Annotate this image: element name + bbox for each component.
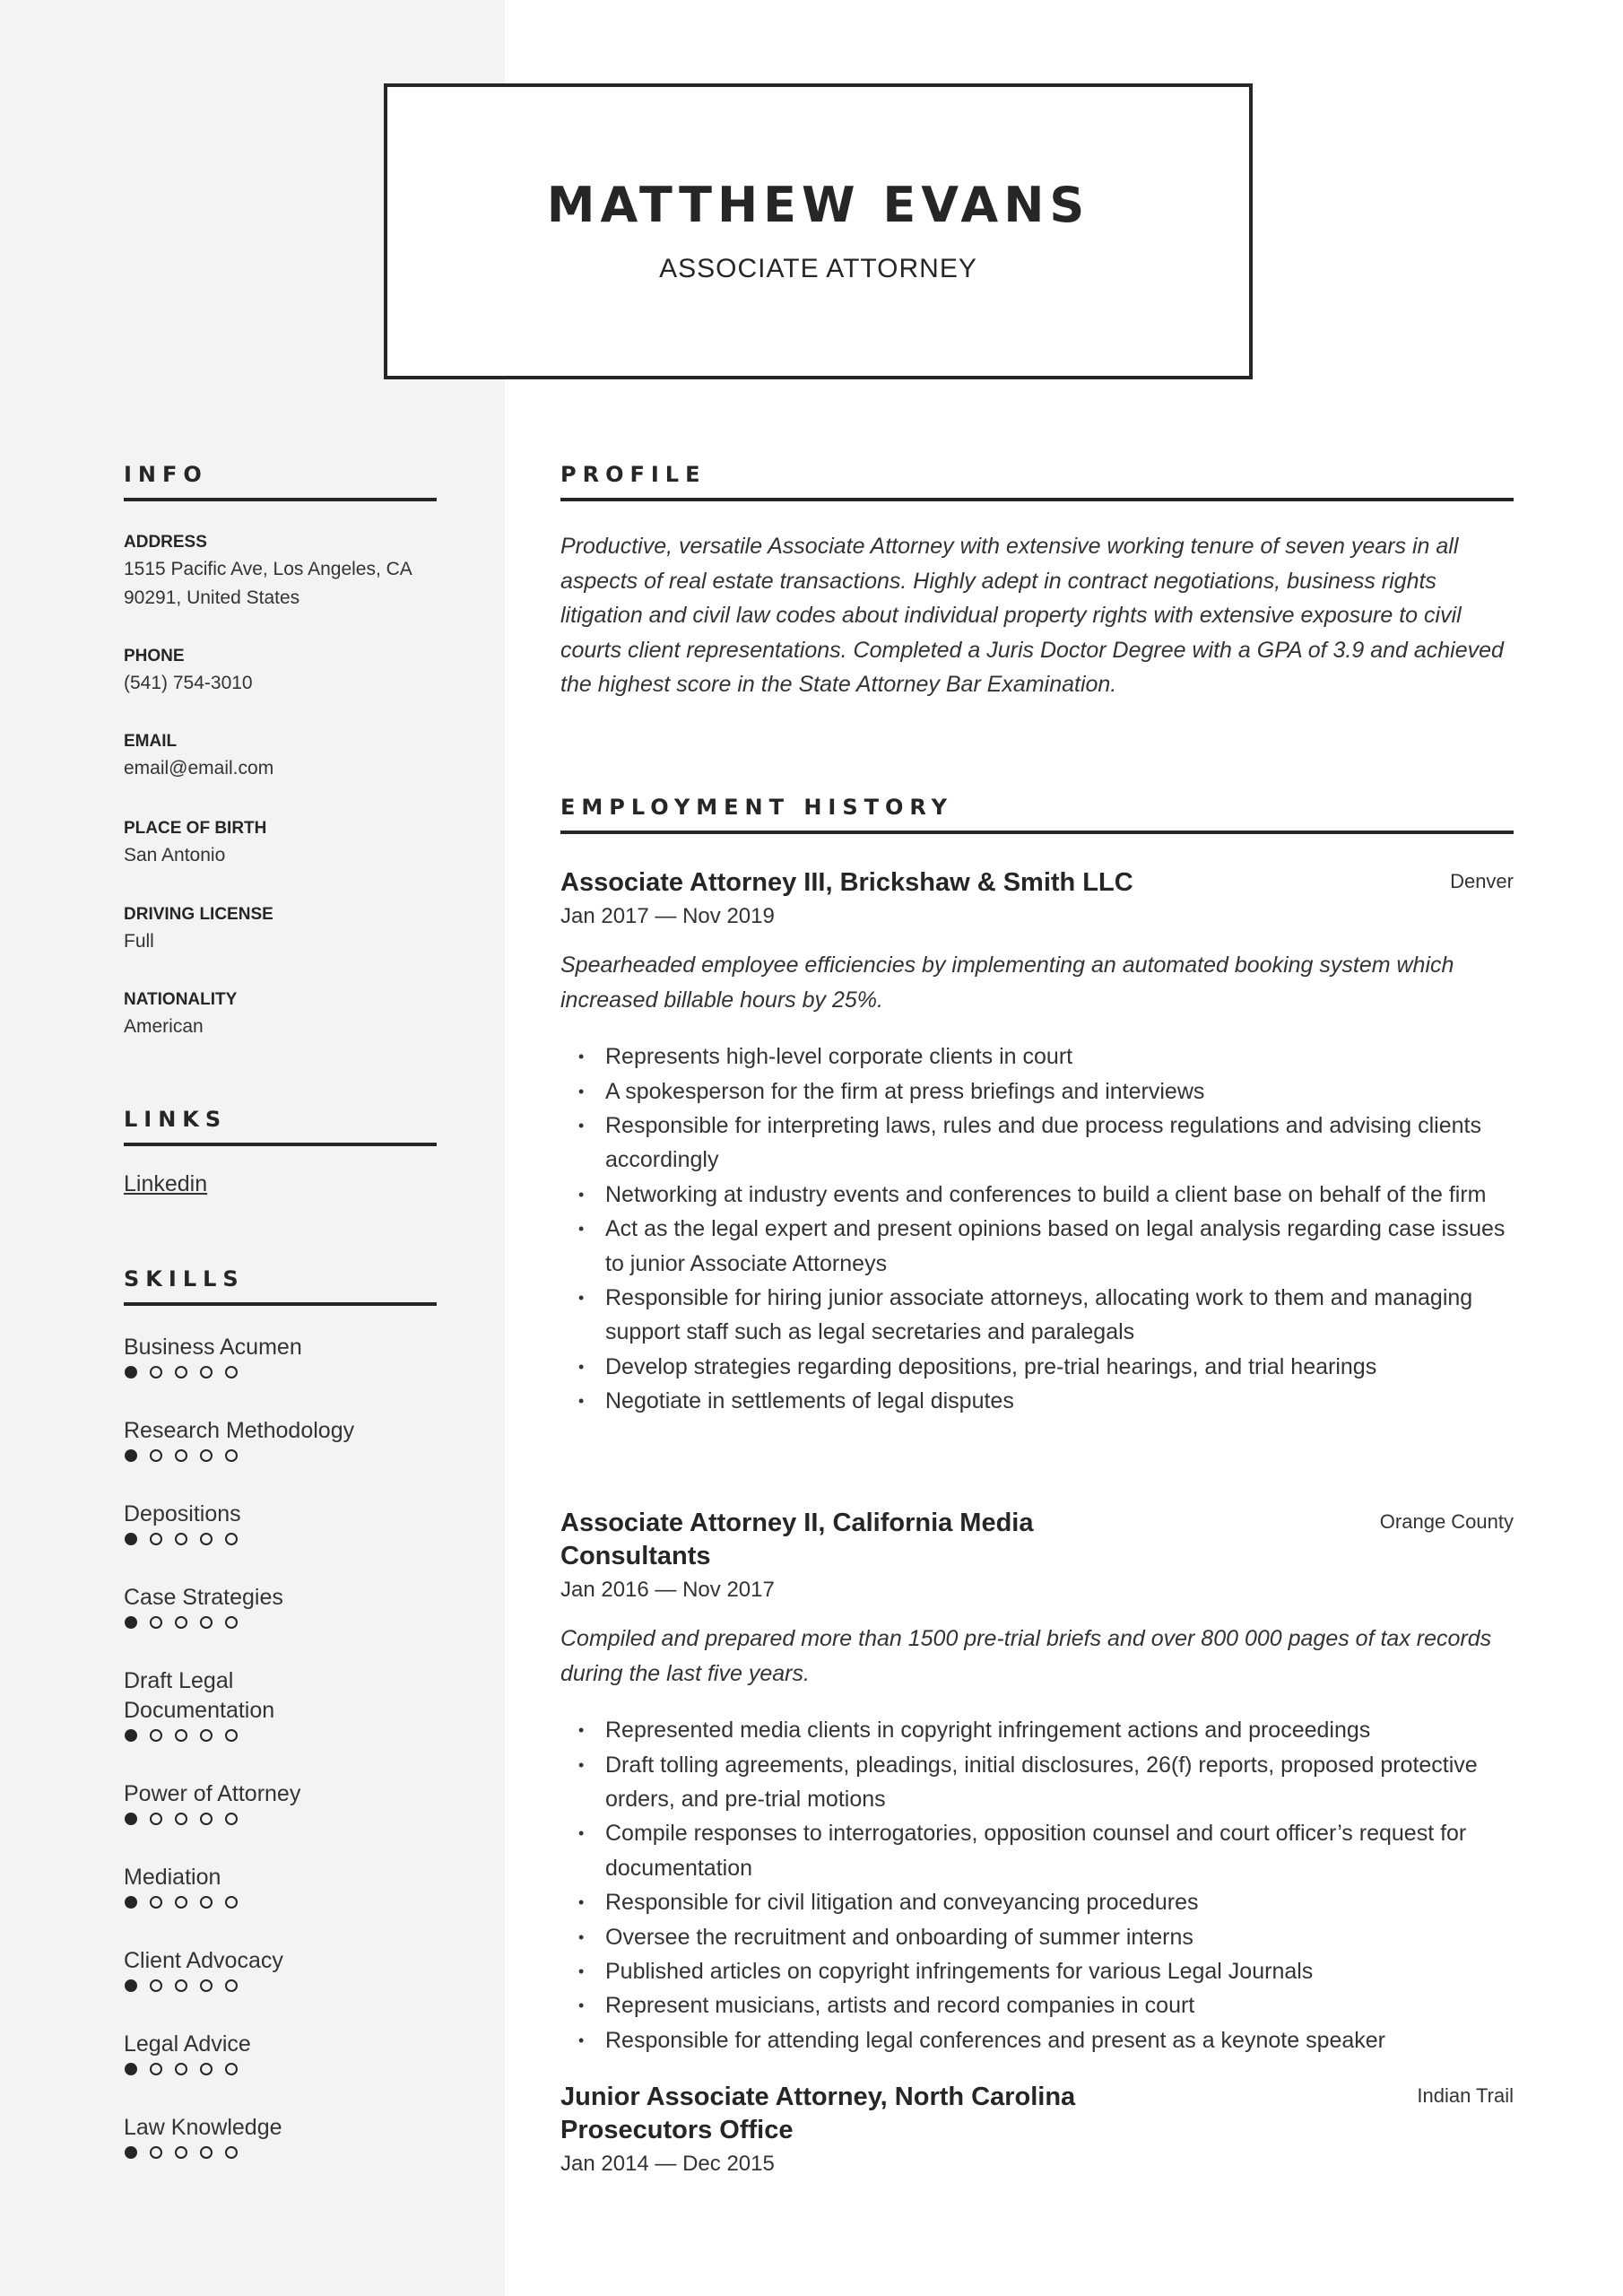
- info-item: [124, 816, 437, 870]
- job-bullets: [560, 1039, 1514, 1418]
- rating-dot-filled-icon: [125, 1896, 137, 1909]
- info-value: email@email.com: [124, 758, 274, 778]
- rating-dot-empty-icon: [200, 1896, 213, 1909]
- rating-dot-filled-icon: [125, 1813, 137, 1825]
- rating-dot-empty-icon: [175, 1366, 187, 1378]
- rating-dot-empty-icon: [225, 1813, 238, 1825]
- rating-dot-empty-icon: [225, 2063, 238, 2075]
- skill-rating: [125, 1613, 437, 1632]
- info-value: American: [124, 1016, 204, 1037]
- skills-list: [124, 1333, 437, 2196]
- rating-dot-empty-icon: [200, 1729, 213, 1742]
- rating-dot-empty-icon: [150, 1896, 162, 1909]
- rating-dot-empty-icon: [175, 1533, 187, 1545]
- job-title: Associate Attorney III, Brickshaw & Smith LLC: [560, 868, 1133, 897]
- rating-dot-empty-icon: [225, 1979, 238, 1992]
- skill-name: Depositions: [124, 1501, 241, 1526]
- job-summary: Compiled and prepared more than 1500 pre-trial briefs and over 800 000 pages of tax records during the last five years.: [560, 1626, 1492, 1686]
- rating-dot-empty-icon: [225, 2146, 238, 2159]
- info-item: [124, 644, 437, 698]
- rating-dot-empty-icon: [200, 2146, 213, 2159]
- skill-rating: [125, 1362, 437, 1382]
- skill-rating: [125, 2059, 437, 2079]
- info-label: ADDRESS: [124, 533, 207, 552]
- job-bullet: • Represents high-level corporate clients in court: [560, 1039, 1514, 1074]
- rating-dot-empty-icon: [200, 1813, 213, 1825]
- job-bullet: • Draft tolling agreements, pleadings, initial disclosures, 26(f) reports, proposed protective orders, and pre-trial motions: [560, 1748, 1514, 1817]
- info-item: [124, 530, 437, 613]
- skill-name: Power of Attorney: [124, 1781, 301, 1806]
- job-location: Denver: [1450, 870, 1514, 892]
- rating-dot-empty-icon: [200, 1366, 213, 1378]
- rating-dot-empty-icon: [175, 1449, 187, 1462]
- rating-dot-empty-icon: [225, 1449, 238, 1462]
- rating-dot-empty-icon: [175, 2146, 187, 2159]
- rating-dot-empty-icon: [150, 1729, 162, 1742]
- rating-dot-filled-icon: [125, 2063, 137, 2075]
- job-bullet: • Develop strategies regarding depositions, pre-trial hearings, and trial hearings: [560, 1350, 1514, 1384]
- rating-dot-filled-icon: [125, 1533, 137, 1545]
- job-entry: [560, 866, 1514, 1419]
- rating-dot-empty-icon: [200, 1979, 213, 1992]
- skill-item: [124, 1416, 437, 1465]
- skill-item: [124, 2113, 437, 2162]
- rating-dot-empty-icon: [225, 1896, 238, 1909]
- skill-item: [124, 2030, 437, 2079]
- skill-name: Legal Advice: [124, 2031, 251, 2057]
- skill-item: [124, 1583, 437, 1632]
- rating-dot-filled-icon: [125, 1729, 137, 1742]
- job-bullet: • Published articles on copyright infringements for various Legal Journals: [560, 1954, 1514, 1988]
- job-dates: Jan 2016 — Nov 2017: [560, 1578, 775, 1602]
- candidate-name: MATTHEW EVANS: [546, 177, 1090, 233]
- info-heading: INFO: [124, 462, 437, 501]
- skill-name: Client Advocacy: [124, 1948, 283, 1973]
- info-label: NATIONALITY: [124, 990, 238, 1009]
- skill-name: Law Knowledge: [124, 2115, 282, 2140]
- rating-dot-empty-icon: [225, 1533, 238, 1545]
- job-location: Orange County: [1379, 1510, 1514, 1533]
- rating-dot-filled-icon: [125, 1449, 137, 1462]
- skills-heading: SKILLS: [124, 1266, 437, 1306]
- job-summary: Spearheaded employee efficiencies by implementing an automated booking system which increased billable hours by 25%.: [560, 952, 1454, 1013]
- info-label: PHONE: [124, 647, 185, 665]
- rating-dot-empty-icon: [150, 1979, 162, 1992]
- job-entry: [560, 1507, 1514, 2057]
- job-entry: [560, 2081, 1514, 2196]
- skill-item: [124, 1779, 437, 1829]
- job-bullet: • Represented media clients in copyright infringement actions and proceedings: [560, 1713, 1514, 1747]
- skill-name: Business Acumen: [124, 1335, 302, 1360]
- info-item: [124, 987, 437, 1041]
- skill-item: [124, 1946, 437, 1996]
- info-label: EMAIL: [124, 732, 178, 751]
- job-bullet: • Compile responses to interrogatories, opposition counsel and court officer’s request for documentation: [560, 1816, 1514, 1885]
- rating-dot-empty-icon: [175, 1813, 187, 1825]
- rating-dot-filled-icon: [125, 1616, 137, 1629]
- job-bullet: • Networking at industry events and conferences to build a client base on behalf of the firm: [560, 1178, 1514, 1212]
- profile-text: Productive, versatile Associate Attorney with extensive working tenure of seven years in all aspects of real estate transactions. Highly adept in contract negotiations, business rights litigation and civil law codes about individual property rights with extensive exposure to civil courts client representations. Completed a Juris Doctor Degree with a GPA of 3.9 and achieved the highest score in the State Attorney Bar Examination.: [560, 534, 1504, 698]
- job-bullet: • Responsible for attending legal conferences and present as a keynote speaker: [560, 2023, 1514, 2057]
- employment-heading: EMPLOYMENT HISTORY: [560, 795, 1514, 834]
- job-title: Associate Attorney II, California Media Consultants: [560, 1509, 1034, 1570]
- job-bullets: [560, 1713, 1514, 2057]
- skill-item: [124, 1863, 437, 1912]
- rating-dot-empty-icon: [225, 1616, 238, 1629]
- rating-dot-empty-icon: [150, 1366, 162, 1378]
- job-bullet: • Act as the legal expert and present opinions based on legal analysis regarding case issues to junior Associate Attorneys: [560, 1212, 1514, 1281]
- info-label: PLACE OF BIRTH: [124, 819, 267, 838]
- info-value: Full: [124, 931, 154, 952]
- skill-rating: [125, 2143, 437, 2162]
- rating-dot-empty-icon: [150, 1533, 162, 1545]
- linkedin-link[interactable]: Linkedin: [124, 1171, 208, 1196]
- job-bullet: • Oversee the recruitment and onboarding of summer interns: [560, 1920, 1514, 1954]
- rating-dot-empty-icon: [150, 1449, 162, 1462]
- skill-item: [124, 1333, 437, 1382]
- rating-dot-empty-icon: [150, 2063, 162, 2075]
- info-item: [124, 729, 437, 783]
- info-item: [124, 902, 437, 956]
- rating-dot-empty-icon: [175, 2063, 187, 2075]
- header-box: [384, 83, 1253, 379]
- job-bullet: • Responsible for civil litigation and conveyancing procedures: [560, 1885, 1514, 1919]
- rating-dot-empty-icon: [175, 1729, 187, 1742]
- job-bullet: • Responsible for interpreting laws, rules and due process regulations and advising clients accordingly: [560, 1109, 1514, 1178]
- links-heading: LINKS: [124, 1107, 437, 1146]
- skill-name: Case Strategies: [124, 1585, 283, 1610]
- skill-rating: [125, 1529, 437, 1549]
- skill-rating: [125, 1446, 437, 1465]
- rating-dot-empty-icon: [200, 1449, 213, 1462]
- job-bullet: • Responsible for hiring junior associate attorneys, allocating work to them and managing support staff such as legal secretaries and paralegals: [560, 1281, 1514, 1350]
- info-value: San Antonio: [124, 845, 226, 865]
- rating-dot-filled-icon: [125, 1979, 137, 1992]
- skill-rating: [125, 1892, 437, 1912]
- job-bullet: • A spokesperson for the firm at press briefings and interviews: [560, 1074, 1514, 1109]
- rating-dot-empty-icon: [225, 1366, 238, 1378]
- rating-dot-empty-icon: [150, 1813, 162, 1825]
- rating-dot-empty-icon: [200, 1616, 213, 1629]
- rating-dot-empty-icon: [175, 1616, 187, 1629]
- job-location: Indian Trail: [1417, 2084, 1514, 2107]
- job-title: Junior Associate Attorney, North Carolina Prosecutors Office: [560, 2083, 1076, 2144]
- profile-heading: PROFILE: [560, 462, 1514, 501]
- rating-dot-filled-icon: [125, 2146, 137, 2159]
- rating-dot-filled-icon: [125, 1366, 137, 1378]
- info-value: (541) 754-3010: [124, 673, 253, 693]
- rating-dot-empty-icon: [150, 1616, 162, 1629]
- info-value: 1515 Pacific Ave, Los Angeles, CA 90291, United States: [124, 559, 412, 608]
- skill-rating: [125, 1976, 437, 1996]
- job-dates: Jan 2017 — Nov 2019: [560, 904, 775, 928]
- skill-item: [124, 1500, 437, 1549]
- job-bullet: • Negotiate in settlements of legal disputes: [560, 1384, 1514, 1418]
- skill-rating: [125, 1809, 437, 1829]
- skill-name: Mediation: [124, 1865, 221, 1890]
- rating-dot-empty-icon: [150, 2146, 162, 2159]
- rating-dot-empty-icon: [200, 2063, 213, 2075]
- skill-name: Research Methodology: [124, 1418, 355, 1443]
- rating-dot-empty-icon: [200, 1533, 213, 1545]
- rating-dot-empty-icon: [175, 1896, 187, 1909]
- rating-dot-empty-icon: [175, 1979, 187, 1992]
- job-dates: Jan 2014 — Dec 2015: [560, 2152, 775, 2176]
- rating-dot-empty-icon: [225, 1729, 238, 1742]
- info-label: DRIVING LICENSE: [124, 905, 273, 924]
- candidate-title: ASSOCIATE ATTORNEY: [659, 254, 977, 283]
- skill-item: [124, 1666, 437, 1745]
- skill-name: Draft Legal Documentation: [124, 1668, 275, 1723]
- job-bullet: • Represent musicians, artists and record companies in court: [560, 1988, 1514, 2022]
- skill-rating: [125, 1726, 437, 1745]
